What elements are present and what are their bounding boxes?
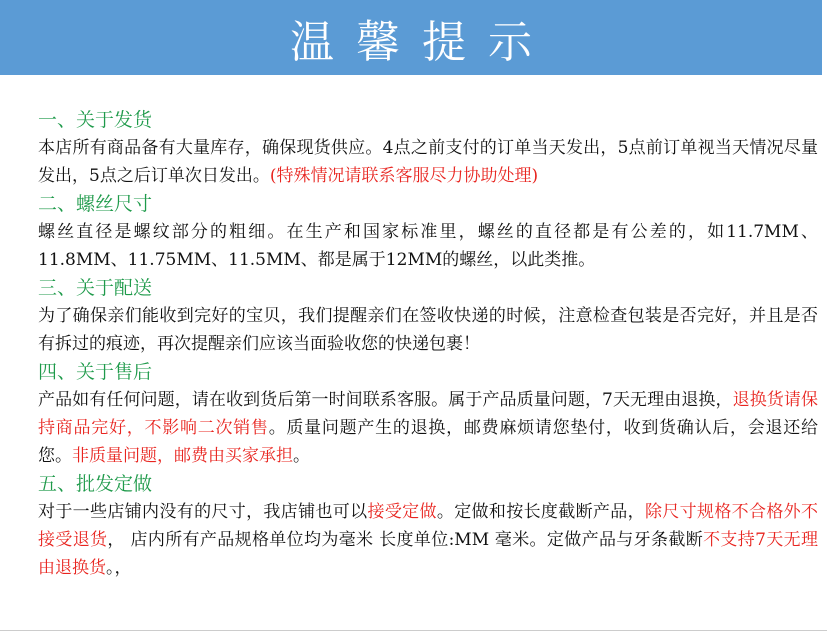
highlight-text: 退换货请保持商品完好，不影响二次销售 (38, 390, 818, 438)
section-paragraph (38, 218, 818, 274)
section-heading: 三、关于配送 (38, 277, 153, 299)
section-delivery (38, 274, 818, 358)
highlight-text: 不支持7天无理由退换货 (38, 530, 818, 578)
text-run: 为了确保亲们能收到完好的宝贝，我们提醒亲们在签收快递的时候，注意检查包装是否完好，并且是否有拆过的痕迹，再次提醒亲们应该当面验收您的快递包裹！ (38, 306, 818, 354)
section-shipping (38, 106, 818, 190)
section-heading: 五、批发定做 (38, 473, 153, 495)
highlight-text: 非质量问题，邮费由买家承担 (72, 446, 293, 466)
section-heading: 四、关于售后 (38, 361, 153, 383)
notice-content (38, 106, 818, 582)
text-run: 。质量问题产生的退换，邮费麻烦请您垫付，收到货确认后，会退还给您。 (38, 418, 819, 466)
section-heading: 二、螺丝尺寸 (38, 193, 153, 215)
text-run: 对于一些店铺内没有的尺寸，我店铺也可以 (38, 502, 368, 522)
text-run: 。定做和按长度截断产品， (436, 502, 645, 522)
section-paragraph (38, 134, 818, 190)
section-screw-size (38, 190, 818, 274)
section-heading: 一、关于发货 (38, 109, 153, 131)
section-paragraph (38, 498, 818, 582)
text-run: 。 (293, 446, 310, 466)
text-run: 本店所有商品备有大量库存，确保现货供应。4点之前支付的订单当天发出，5点前订单视当天情况尽量发出，5点之后订单次日发出。 (38, 138, 818, 186)
bottom-divider (0, 630, 827, 631)
section-wholesale-custom (38, 470, 818, 582)
section-paragraph (38, 386, 818, 470)
text-run: 。， (106, 558, 132, 578)
highlight-text: 接受定做 (367, 502, 437, 522)
text-run: 产品如有任何问题，请在收到货后第一时间联系客服。属于产品质量问题，7天无理由退换， (38, 390, 733, 410)
highlight-text: 除尺寸规格不合格外不接受退货 (38, 502, 819, 550)
text-run: ， 店内所有产品规格单位均为毫米 长度单位:MM 毫米。定做产品与牙条截断 (107, 530, 704, 550)
title-banner (0, 0, 822, 75)
section-after-sales (38, 358, 818, 470)
text-run: 螺丝直径是螺纹部分的粗细。在生产和国家标准里，螺丝的直径都是有公差的，如11.7MM、 11.8MM、11.75MM、11.5MM、都是属于12MM的螺丝，以此类推。 (38, 222, 818, 270)
banner-title: 温馨提示 (290, 16, 554, 68)
highlight-text: (特殊情况请联系客服尽力协助处理) (269, 166, 539, 186)
section-paragraph (38, 302, 818, 358)
